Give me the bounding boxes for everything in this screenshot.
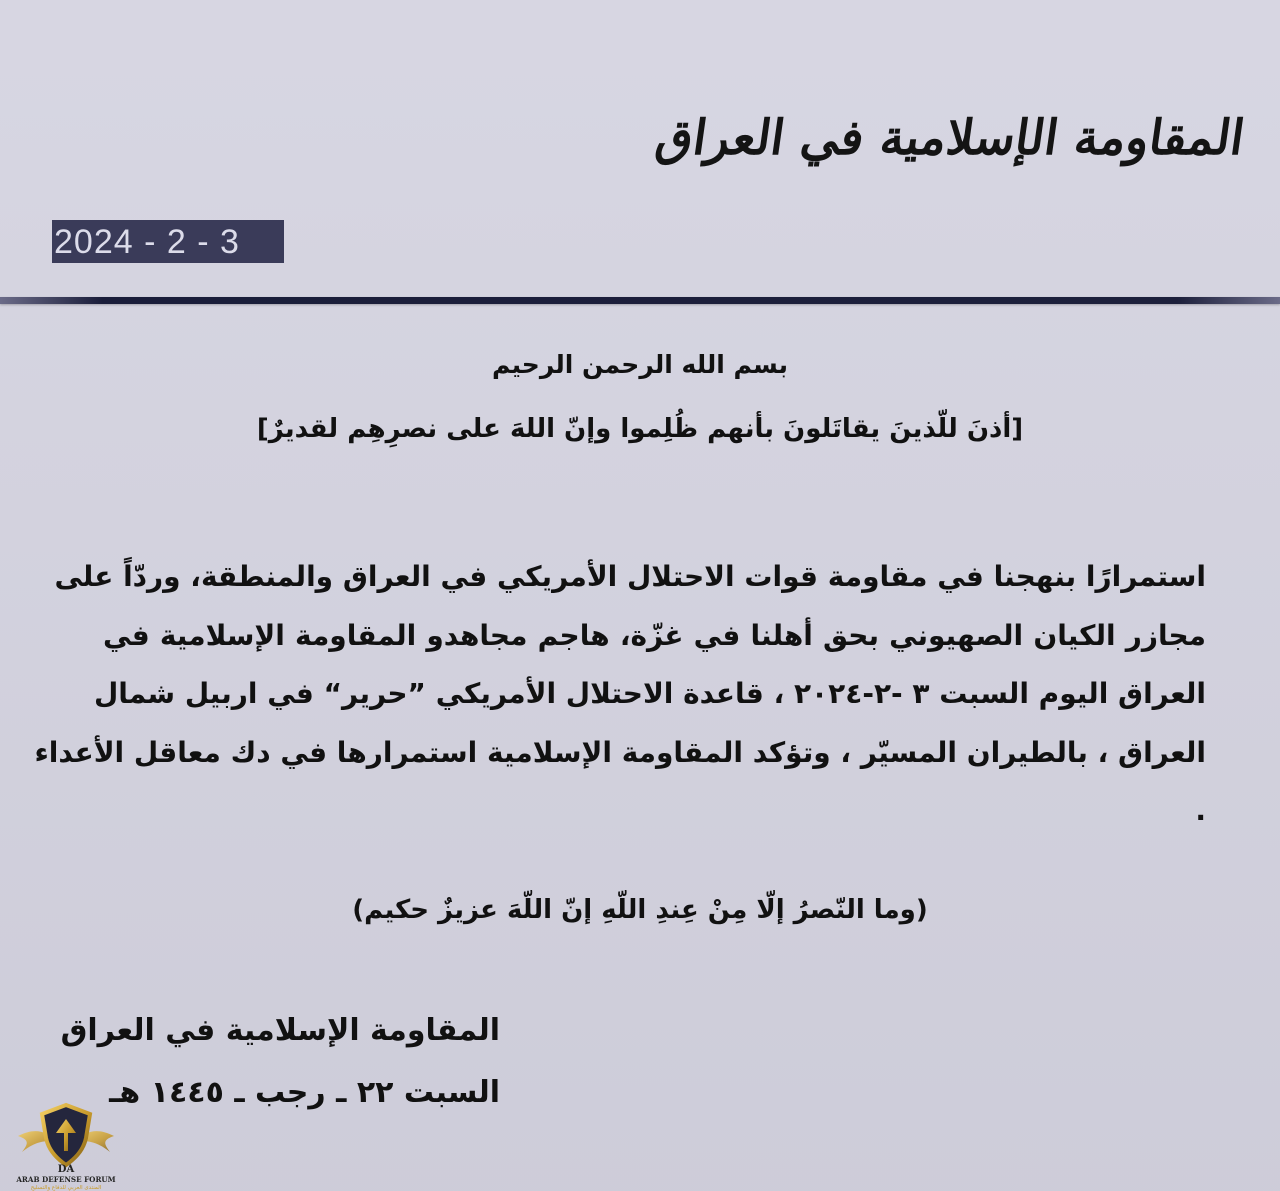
arab-defense-forum-watermark [10,1096,122,1191]
watermark-line-1: ARAB DEFENSE FORUM [16,1175,116,1184]
statement-line-3: العراق اليوم السبت ٣ -٢-٢٠٢٤ ، قاعدة الاحتلال الأمريكي ”حرير“ في اربيل شمال [93,677,1206,710]
basmala: بسم الله الرحمن الرحيم [492,350,788,379]
organization-logo-title: المقاومة الإسلامية في العراق [652,110,1248,166]
signature-hijri-date: السبت ٢٢ ـ رجب ـ ١٤٤٥ هـ [109,1075,500,1110]
statement-body [34,548,1206,841]
statement-line-5: . [1195,794,1206,827]
header-divider [0,297,1280,304]
closing-verse: (وما النّصرُ إلّا مِنْ عِندِ اللّهِ إنّ اللّهَ عزيزٌ حكيم) [352,895,928,925]
statement-line-2: مجازر الكيان الصهيوني بحق أهلنا في غزّة، هاجم مجاهدو المقاومة الإسلامية في [103,618,1206,652]
opening-verse: [أذنَ للّذينَ يقاتَلونَ بأنهم ظُلِموا وإنّ اللهَ على نصرِهِم لقديرٌ] [256,414,1024,444]
statement-line-4: العراق ، بالطيران المسيّر ، وتؤكد المقاومة الإسلامية استمرارها في دك معاقل الأعداء [34,735,1206,769]
signature-organization: المقاومة الإسلامية في العراق [60,1013,500,1048]
watermark-line-2: المنتدى العربي للدفاع والتسليح [30,1185,102,1191]
date-badge: 2024 - 2 - 3 [52,220,284,263]
watermark-logo-text: DA [57,1164,75,1175]
statement-line-1: استمرارًا بنهجنا في مقاومة قوات الاحتلال الأمريكي في العراق والمنطقة، وردّاً على [54,560,1206,593]
